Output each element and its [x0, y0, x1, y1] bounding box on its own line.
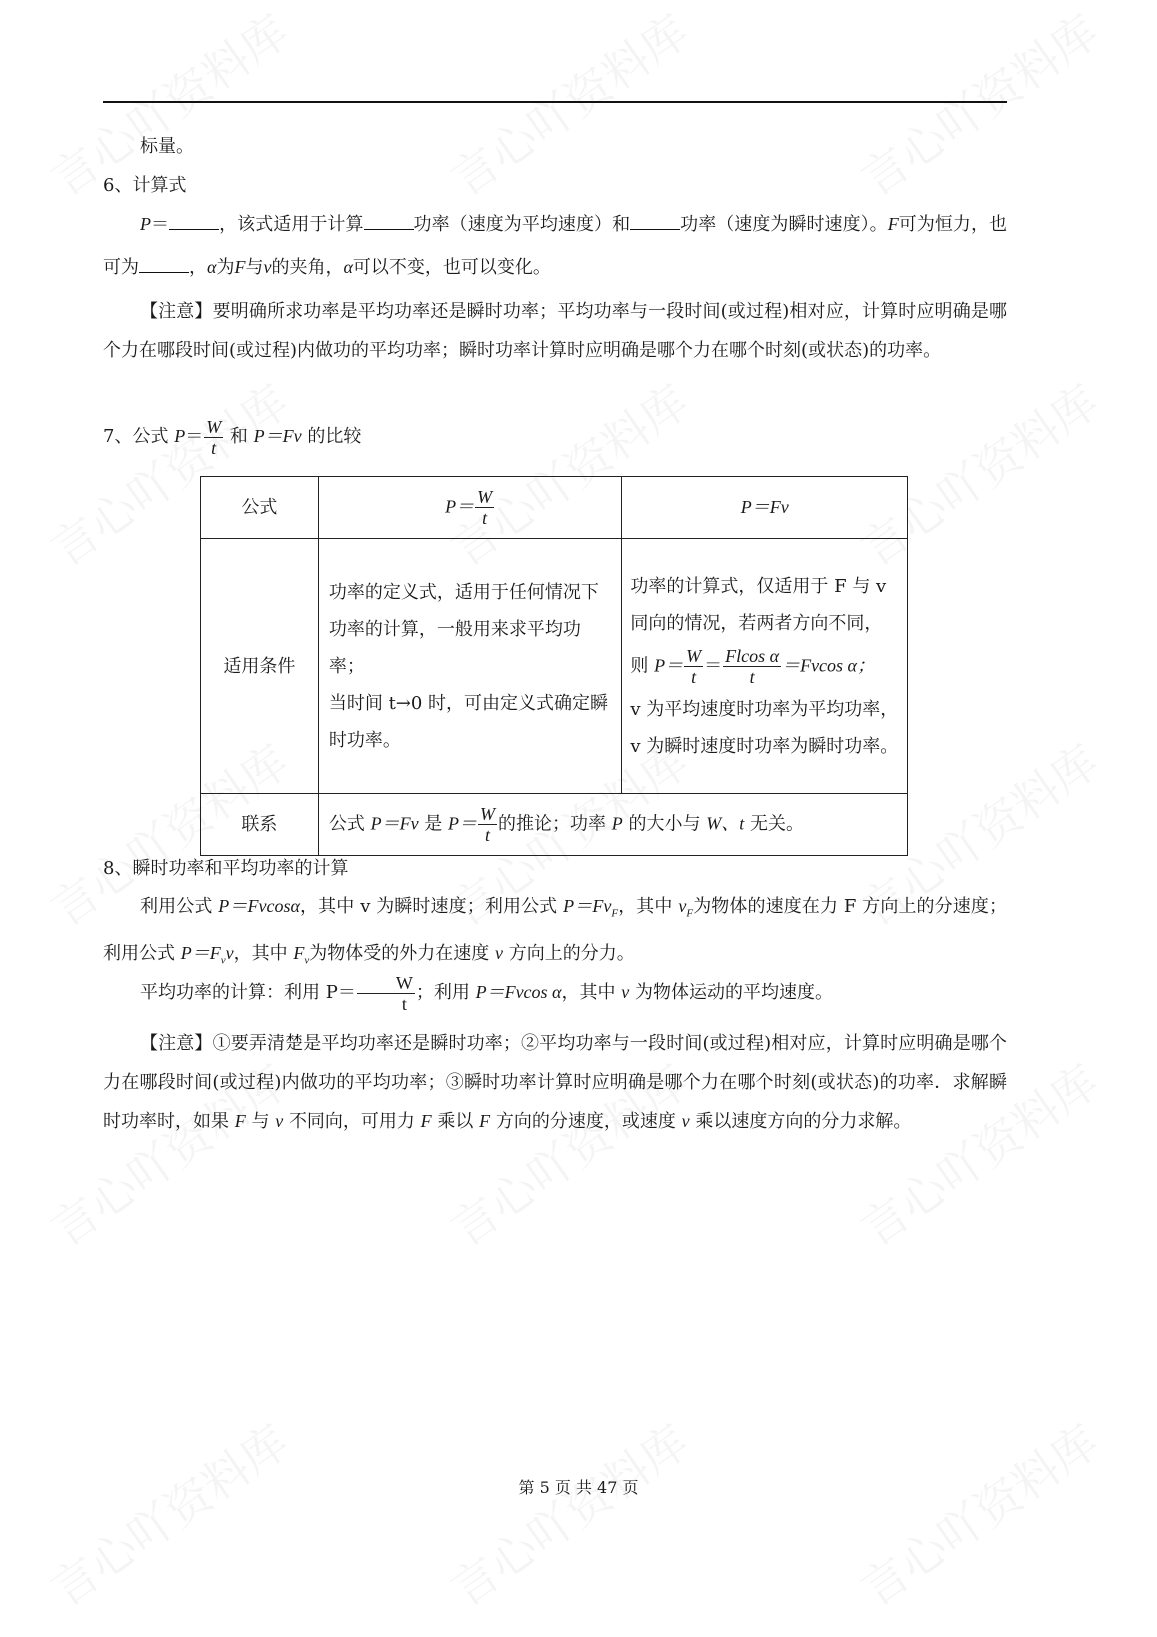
cell-definition-formula: P＝ $\frac{W}{t}$: [318, 477, 622, 539]
cell-power-formula: P＝Fv: [622, 477, 908, 539]
fraction-w-over-t: $\frac{W}{t}$: [206, 416, 222, 458]
note-6: 【注意】要明确所求功率是平均功率还是瞬时功率；平均功率与一段时间(或过程)相对应，计算时应明确是哪个力在哪段时间(或过程)内做功的平均功率；瞬时功率计算时应明确是哪个力在哪个时刻(或状态)的功率。: [103, 301, 1007, 361]
comparison-table: [200, 476, 908, 856]
row-label: 适用条件: [201, 539, 319, 794]
page-footer: 第 5 页 共 47 页: [518, 1478, 639, 1497]
row-label: 联系: [201, 794, 319, 856]
row-label: 公式: [201, 477, 319, 539]
cell-relation: 公式 P＝Fv 是 P＝ $\frac{W}{t}$ 的推论；功率 P 的大小与 W、t 无关。: [318, 794, 907, 856]
blank: [169, 213, 219, 230]
table-row-relation: [201, 794, 908, 856]
heading-8: 8、瞬时功率和平均功率的计算: [103, 858, 349, 879]
blank: [630, 213, 680, 230]
heading-7: 7、公式 P＝ $\frac{W}{t}$ 和 P＝Fv 的比较: [103, 416, 362, 458]
blank: [139, 256, 189, 273]
cell-power-conditions: 功率的计算式，仅适用于 F 与 v 同向的情况，若两者方向不同， 则 P＝ $\frac{W}{t}$ ＝ $\frac{\text{Flcos α}}{t}$ ＝Fvcos α； v 为平均速度时功率为平均功率，v 为瞬时速度时功率为瞬时功率。: [622, 539, 908, 794]
cell-definition-conditions: 功率的定义式，适用于任何情况下功率的计算，一般用来求平均功率； 当时间 t→0 时，可由定义式确定瞬时功率。: [318, 539, 622, 794]
header-rule: [103, 101, 1007, 103]
table-row-conditions: [201, 539, 908, 794]
table-row-formula: [201, 477, 908, 539]
blank: [364, 213, 414, 230]
paragraph-formula-blanks: P＝ ，该式适用于计算 功率（速度为平均速度）和 功率（速度为瞬时速度）。F可为恒力，也可为 ，α为F与v的夹角，α可以不变，也可以变化。: [103, 214, 1008, 278]
paragraph-average-power: 平均功率的计算：利用 P＝ $\frac{W}{t}$ ；利用 P＝Fvcos α，其中 v 为物体运动的平均速度。: [140, 972, 833, 1014]
paragraph-scalar: 标量。: [140, 136, 194, 157]
heading-6: 6、计算式: [103, 175, 187, 196]
note-8: 【注意】①要弄清楚是平均功率还是瞬时功率；②平均功率与一段时间(或过程)相对应，计算时应明确是哪个力在哪段时间(或过程)内做功的平均功率；③瞬时功率计算时应明确是哪个力在哪个时刻(或状态)的功率．求解瞬时功率时，如果 F 与 v 不同向，可用力 F 乘以 F 方向的分速度，或速度 v 乘以速度方向的分力求解。: [103, 1033, 1007, 1132]
paragraph-instant-power: 利用公式 P＝Fvcosα，其中 v 为瞬时速度；利用公式 $P=Fv_F$，其中 $v_F$为物体的速度在力 F 方向上的分速度；利用公式 $P=F_vv$，其中 $F_v$为物体受的外力在速度 v 方向上的分力。: [103, 896, 1007, 967]
